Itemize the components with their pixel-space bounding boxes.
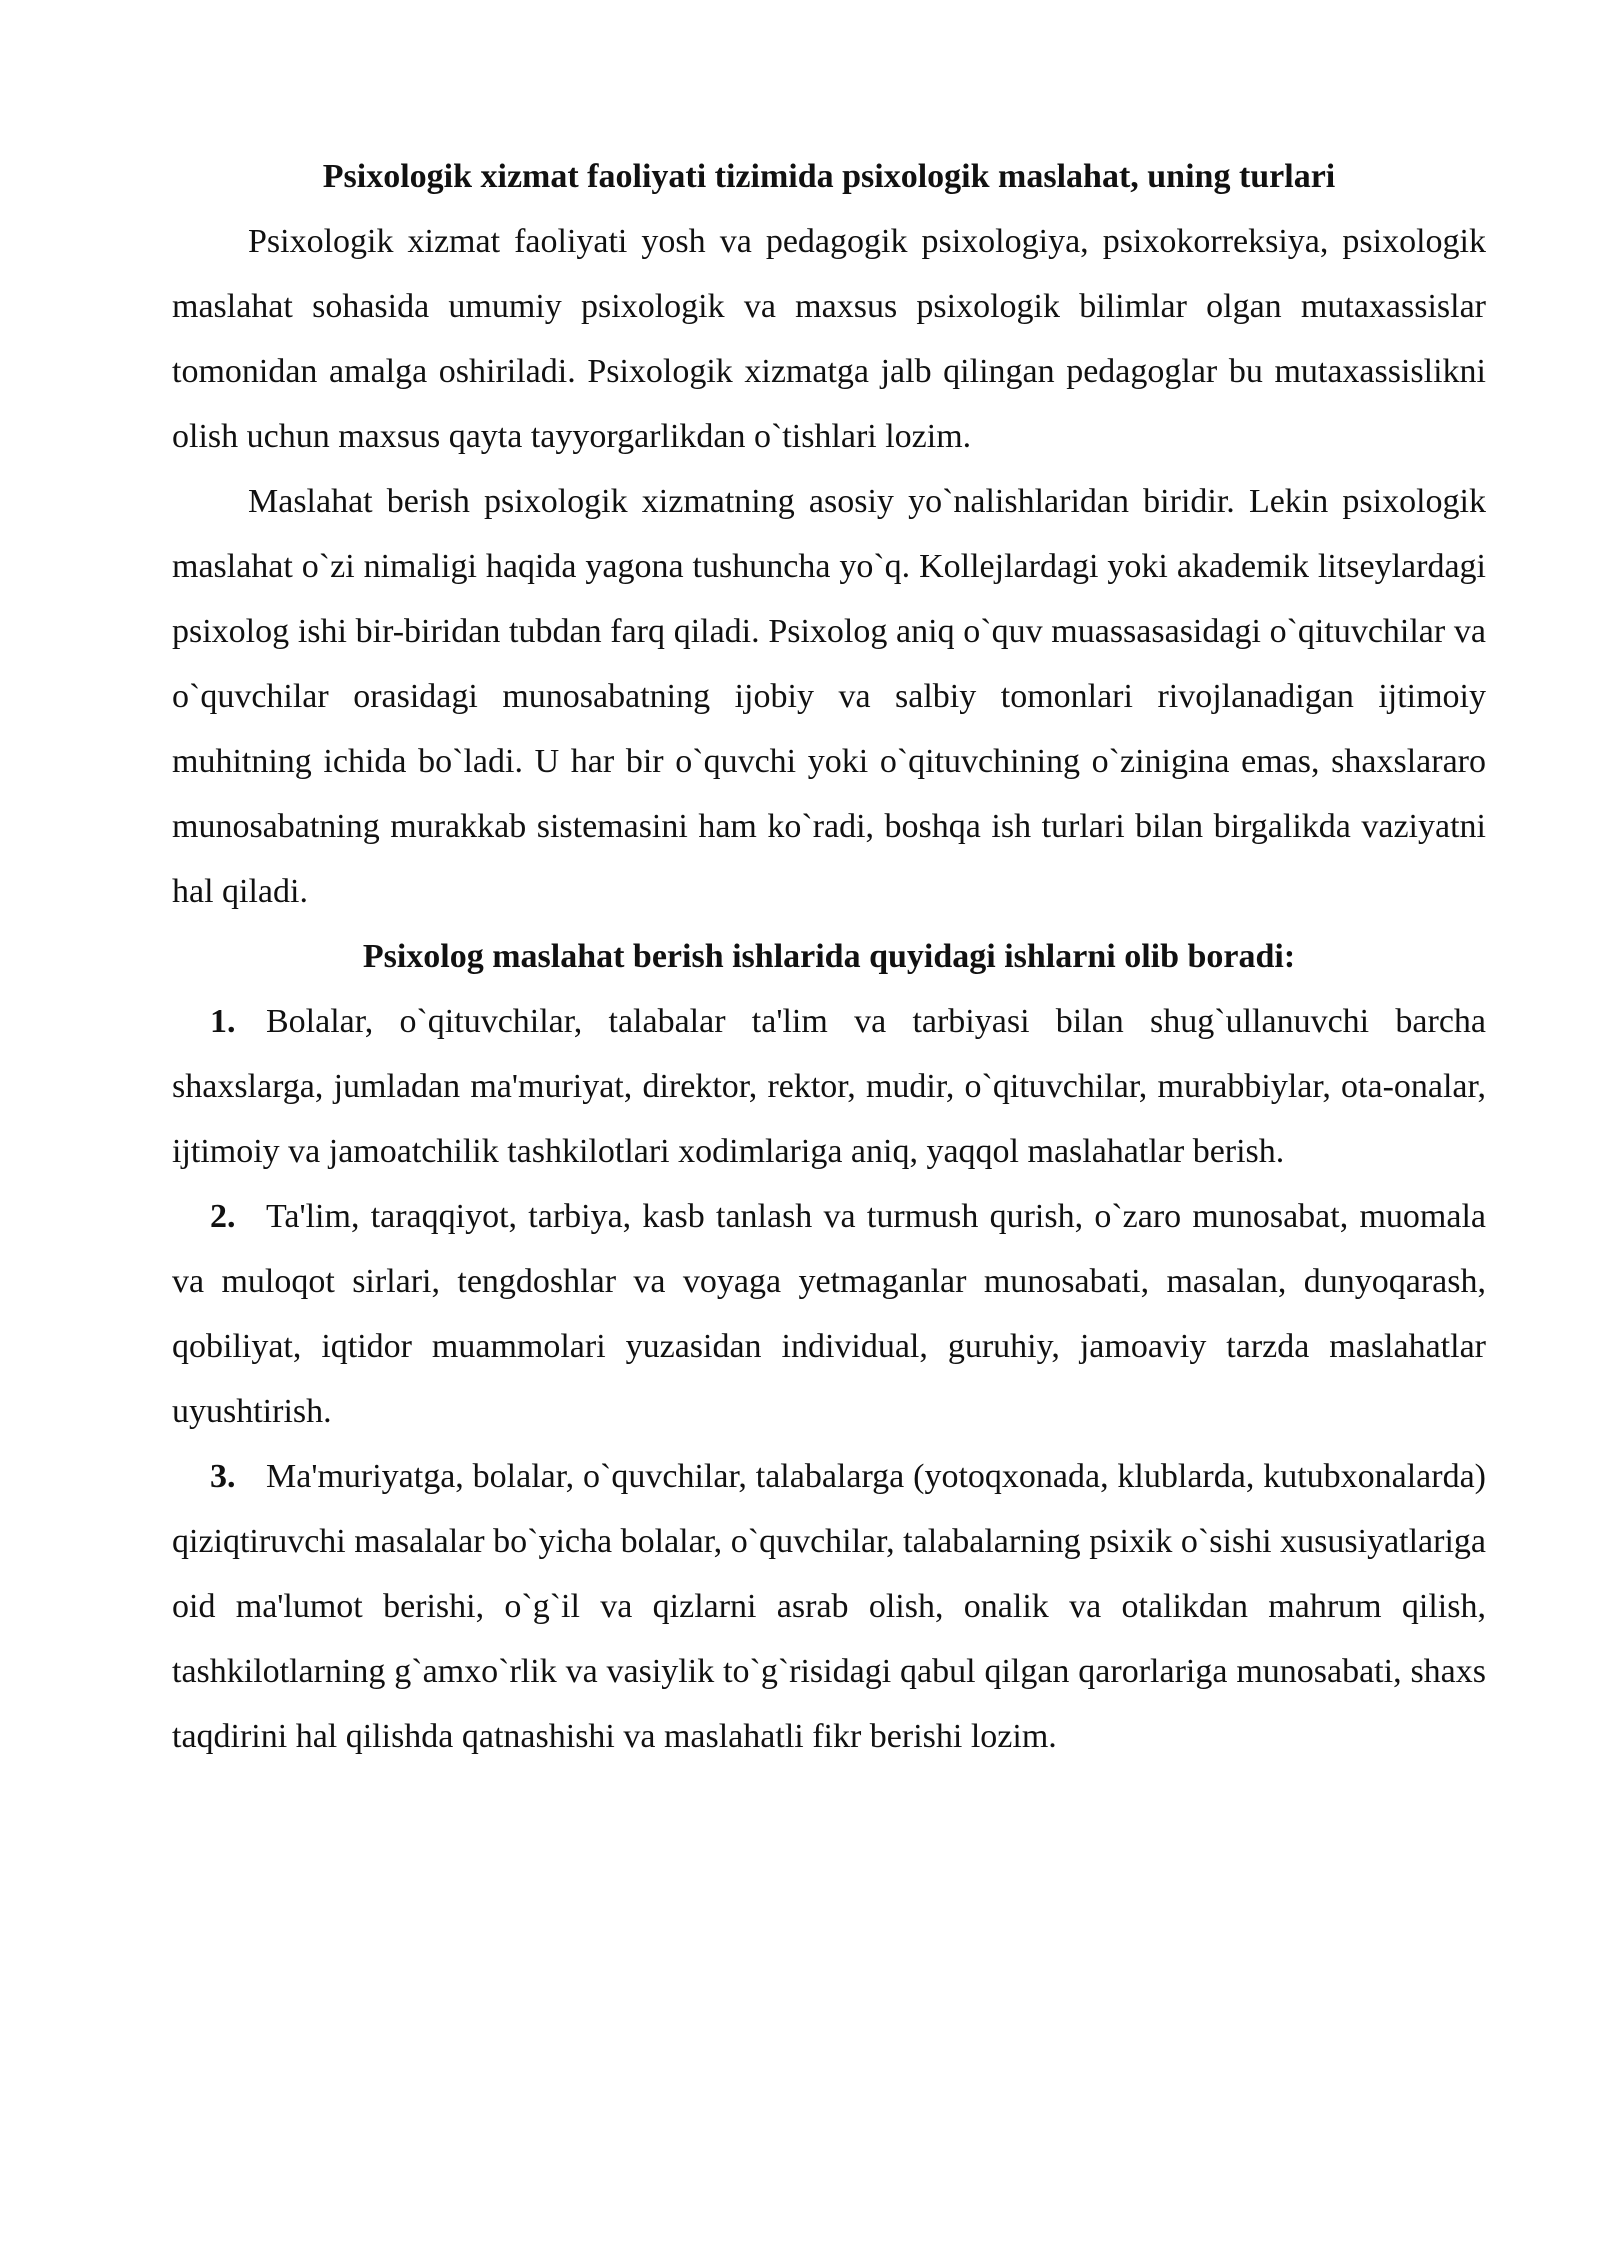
list-item-text: Ma'muriyatga, bolalar, o`quvchilar, talabalarga (yotoqxonada, klublarda, kutubxonalarda) qiziqtiruvchi masalalar bo`yicha bolalar, o`quvchilar, talabalarning psixik o`sishi xususiyatlariga oid ma'lumot berishi, o`g`il va qizlarni asrab olish, onalik va otalikdan mahrum qilish, tashkilotlarning g`amxo`rlik va vasiylik to`g`risidagi qabul qilgan qarorlariga munosabati, shaxs taqdirini hal qilishda qatnashishi va maslahatli fikr berishi lozim. <box>172 1458 1486 1755</box>
list-item-2 <box>172 1184 1486 1444</box>
list-item-1 <box>172 989 1486 1184</box>
section-subtitle: Psixolog maslahat berish ishlarida quyidagi ishlarni olib boradi: <box>362 938 1296 975</box>
list-item-text: Bolalar, o`qituvchilar, talabalar ta'lim va tarbiyasi bilan shug`ullanuvchi barcha shaxslarga, jumladan ma'muriyat, direktor, rektor, mudir, o`qituvchilar, murabbiylar, ota-onalar, ijtimoiy va jamoatchilik tashkilotlari xodimlariga aniq, yaqqol maslahatlar berish. <box>172 1003 1486 1170</box>
paragraph-2: Maslahat berish psixologik xizmatning asosiy yo`nalishlaridan biridir. Lekin psixologik maslahat o`zi nimaligi haqida yagona tushuncha yo`q. Kollejlardagi yoki akademik litseylardagi psixolog ishi bir-biridan tubdan farq qiladi. Psixolog aniq o`quv muassasasidagi o`qituvchilar va o`quvchilar orasidagi munosabatning ijobiy va salbiy tomonlari rivojlanadigan ijtimoiy muhitning ichida bo`ladi. U har bir o`quvchi yoki o`qituvchining o`zinigina emas, shaxslararo munosabatning murakkab sistemasini ham ko`radi, boshqa ish turlari bilan birgalikda vaziyatni hal qiladi. <box>172 483 1486 910</box>
document-page <box>172 144 1486 1769</box>
list-item-number: 2. <box>210 1198 236 1235</box>
list-item-text: Ta'lim, taraqqiyot, tarbiya, kasb tanlash va turmush qurish, o`zaro munosabat, muomala va muloqot sirlari, tengdoshlar va voyaga yetmaganlar munosabati, masalan, dunyoqarash, qobiliyat, iqtidor muammolari yuzasidan individual, guruhiy, jamoaviy tarzda maslahatlar uyushtirish. <box>172 1198 1486 1430</box>
paragraph-1: Psixologik xizmat faoliyati yosh va pedagogik psixologiya, psixokorreksiya, psixologik maslahat sohasida umumiy psixologik va maxsus psixologik bilimlar olgan mutaxassislar tomonidan amalga oshiriladi. Psixologik xizmatga jalb qilingan pedagoglar bu mutaxassislikni olish uchun maxsus qayta tayyorgarlikdan o`tishlari lozim. <box>172 223 1486 455</box>
list-item-number: 1. <box>210 1003 236 1040</box>
list-item-number: 3. <box>210 1458 236 1495</box>
document-title: Psixologik xizmat faoliyati tizimida psixologik maslahat, uning turlari <box>322 158 1336 195</box>
list-item-3 <box>172 1444 1486 1769</box>
